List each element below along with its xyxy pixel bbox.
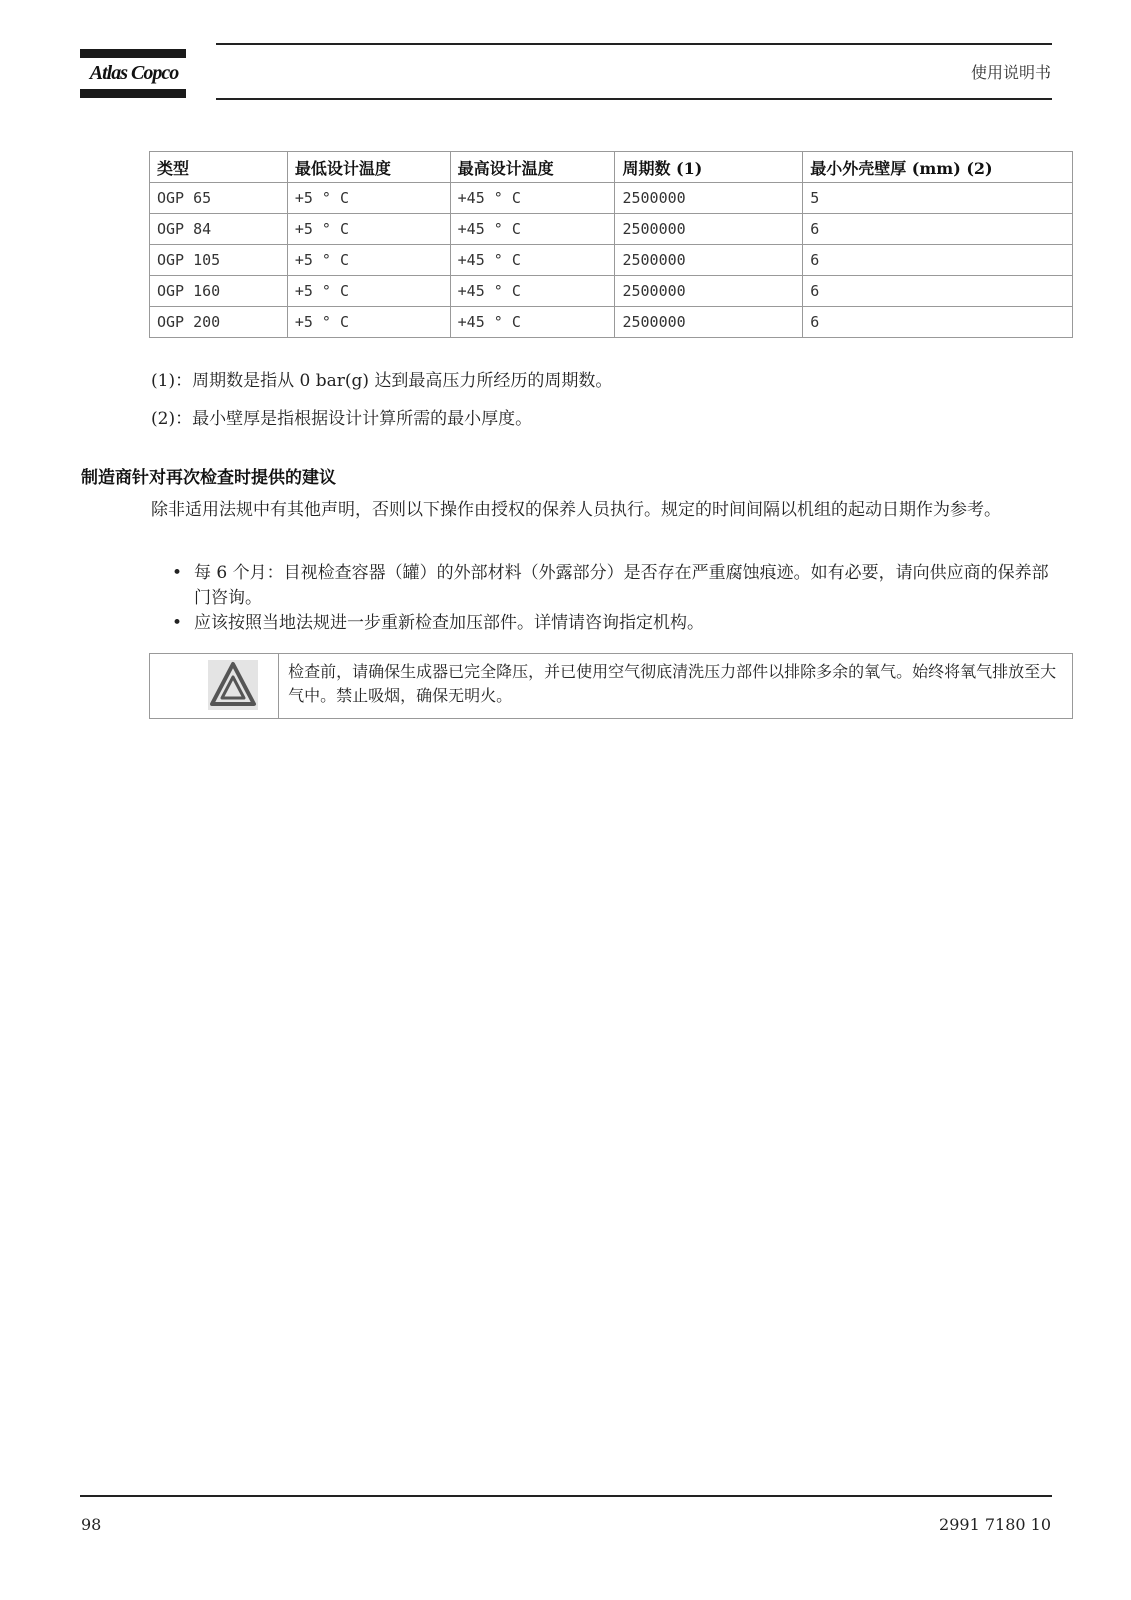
logo-top-bar: [80, 49, 186, 58]
spec-table: [149, 151, 1073, 338]
warning-triangle-icon: [208, 660, 258, 710]
cell-max-temp: +45 ° C: [450, 214, 615, 245]
warning-icon-cell: [150, 654, 279, 718]
logo-brand-text: Atlas Copco: [89, 62, 179, 84]
cell-max-temp: +45 ° C: [450, 276, 615, 307]
cell-cycles: 2500000: [615, 183, 803, 214]
col-header-type: 类型: [150, 152, 288, 183]
cell-type: OGP 160: [150, 276, 288, 307]
col-header-min-temp: 最低设计温度: [287, 152, 450, 183]
cell-type: OGP 105: [150, 245, 288, 276]
list-item-text: 每 6 个月：目视检查容器（罐）的外部材料（外露部分）是否存在严重腐蚀痕迹。如有必要，请向供应商的保养部门咨询。: [194, 563, 1049, 608]
cell-min-temp: +5 ° C: [287, 183, 450, 214]
table-row: [150, 307, 1073, 338]
cell-type: OGP 65: [150, 183, 288, 214]
cell-min-temp: +5 ° C: [287, 245, 450, 276]
header-rule-bottom: [216, 98, 1052, 100]
list-item: [172, 611, 1062, 636]
cell-max-temp: +45 ° C: [450, 307, 615, 338]
table-row: [150, 245, 1073, 276]
footer-rule: [80, 1495, 1052, 1497]
cell-cycles: 2500000: [615, 214, 803, 245]
footnote-wall-thickness: (2)：最小壁厚是指根据设计计算所需的最小厚度。: [151, 409, 533, 429]
cell-cycles: 2500000: [615, 276, 803, 307]
cell-wall-thickness: 6: [803, 276, 1073, 307]
cell-wall-thickness: 6: [803, 214, 1073, 245]
cell-min-temp: +5 ° C: [287, 276, 450, 307]
cell-min-temp: +5 ° C: [287, 214, 450, 245]
col-header-wall-thickness: 最小外壳壁厚 (mm) (2): [803, 152, 1073, 183]
section-intro: 除非适用法规中有其他声明，否则以下操作由授权的保养人员执行。规定的时间间隔以机组的起动日期作为参考。: [151, 500, 1001, 520]
cell-type: OGP 200: [150, 307, 288, 338]
list-item-text: 应该按照当地法规进一步重新检查加压部件。详情请咨询指定机构。: [194, 613, 704, 633]
table-header-row: [150, 152, 1073, 183]
table-row: [150, 276, 1073, 307]
header-rule-top: [216, 43, 1052, 45]
bullet-icon: •: [172, 613, 183, 633]
cell-max-temp: +45 ° C: [450, 245, 615, 276]
table-row: [150, 183, 1073, 214]
list-item: [172, 561, 1062, 611]
cell-wall-thickness: 5: [803, 183, 1073, 214]
warning-box: [149, 653, 1073, 719]
warning-text: 检查前，请确保生成器已完全降压，并已使用空气彻底清洗压力部件以排除多余的氧气。始终将氧气排放至大气中。禁止吸烟，确保无明火。: [288, 662, 1057, 705]
section-heading: 制造商针对再次检查时提供的建议: [81, 468, 336, 488]
cell-max-temp: +45 ° C: [450, 183, 615, 214]
page-number: 98: [81, 1515, 102, 1534]
footnote-cycles: (1)：周期数是指从 0 bar(g) 达到最高压力所经历的周期数。: [151, 371, 613, 391]
cell-wall-thickness: 6: [803, 245, 1073, 276]
recommendation-list: [172, 561, 1062, 636]
col-header-cycles: 周期数 (1): [615, 152, 803, 183]
col-header-max-temp: 最高设计温度: [450, 152, 615, 183]
cell-min-temp: +5 ° C: [287, 307, 450, 338]
cell-type: OGP 84: [150, 214, 288, 245]
cell-cycles: 2500000: [615, 245, 803, 276]
manual-title: 使用说明书: [970, 63, 1051, 82]
table-row: [150, 214, 1073, 245]
logo-bottom-bar: [80, 89, 186, 98]
bullet-icon: •: [172, 563, 183, 583]
cell-wall-thickness: 6: [803, 307, 1073, 338]
document-number: 2991 7180 10: [939, 1515, 1051, 1534]
cell-cycles: 2500000: [615, 307, 803, 338]
atlas-copco-logo: [80, 47, 188, 101]
